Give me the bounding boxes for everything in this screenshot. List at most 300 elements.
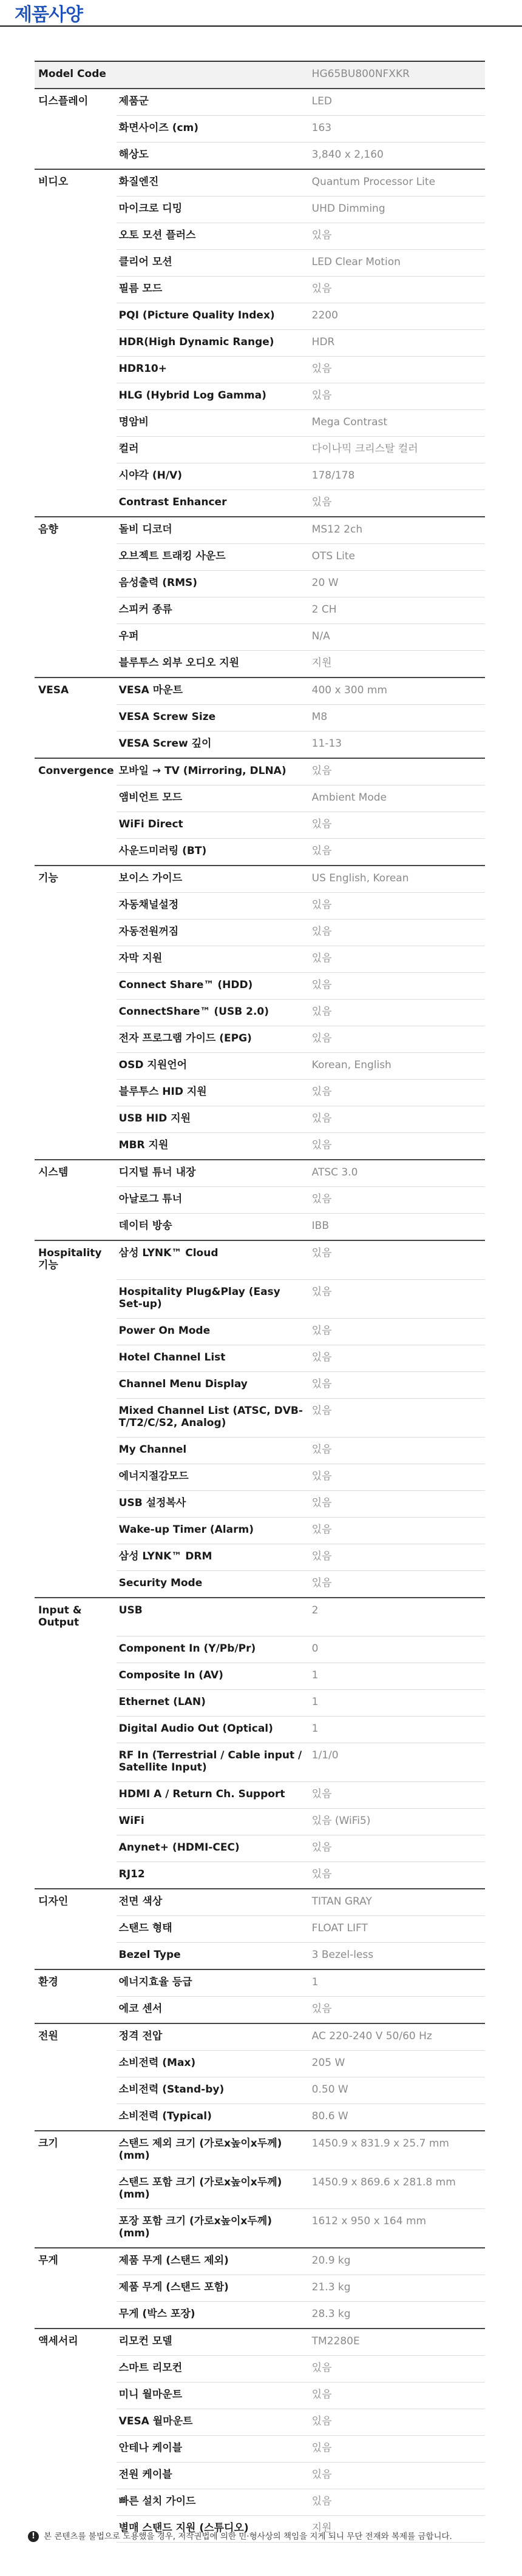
spec-row <box>35 2329 485 2356</box>
spec-value: US English, Korean <box>310 866 485 893</box>
spec-label: 명암비 <box>117 410 310 437</box>
spec-row <box>35 678 485 705</box>
spec-value: 있음 <box>310 1240 485 1279</box>
spec-value: 있음 <box>310 1464 485 1490</box>
spec-category <box>35 1026 117 1053</box>
spec-row <box>35 1106 485 1133</box>
spec-value: 1/1/0 <box>310 1743 485 1782</box>
spec-value: 3 Bezel-less <box>310 1943 485 1970</box>
spec-row <box>35 517 485 544</box>
spec-category <box>35 357 117 383</box>
spec-category <box>35 116 117 143</box>
spec-category <box>35 839 117 866</box>
spec-table <box>35 61 485 2543</box>
spec-label: 디지털 튜너 내장 <box>117 1160 310 1187</box>
spec-row <box>35 1598 485 1636</box>
spec-value: Korean, English <box>310 1053 485 1080</box>
spec-row <box>35 223 485 250</box>
spec-label: Hospitality Plug&Play (Easy Set-up) <box>117 1279 310 1318</box>
spec-category <box>35 1690 117 1717</box>
spec-label: HLG (Hybrid Log Gamma) <box>117 383 310 410</box>
spec-label: RJ12 <box>117 1862 310 1889</box>
spec-category <box>35 1279 117 1318</box>
spec-category: 무게 <box>35 2248 117 2275</box>
spec-label: 오토 모션 플러스 <box>117 223 310 250</box>
spec-category <box>35 1570 117 1598</box>
spec-row <box>35 383 485 410</box>
spec-category <box>35 2383 117 2409</box>
spec-label: 클리어 모션 <box>117 250 310 277</box>
spec-label: 전면 색상 <box>117 1889 310 1916</box>
spec-label: 에코 센서 <box>117 1997 310 2024</box>
spec-row <box>35 2077 485 2104</box>
spec-row <box>35 2248 485 2275</box>
spec-value: 2 CH <box>310 597 485 624</box>
spec-value: 있음 <box>310 946 485 973</box>
spec-value: LED Clear Motion <box>310 250 485 277</box>
spec-row <box>35 2489 485 2516</box>
spec-value: 있음 <box>310 1318 485 1345</box>
spec-row <box>35 1889 485 1916</box>
spec-label: USB HID 지원 <box>117 1106 310 1133</box>
spec-row <box>35 705 485 731</box>
spec-category <box>35 1663 117 1690</box>
spec-row <box>35 1371 485 1398</box>
spec-value: 1450.9 x 831.9 x 25.7 mm <box>310 2131 485 2170</box>
spec-label: 빠른 설치 가이드 <box>117 2489 310 2516</box>
spec-category <box>35 1717 117 1743</box>
spec-value: 있음 <box>310 1835 485 1862</box>
spec-row <box>35 357 485 383</box>
spec-row <box>35 1080 485 1106</box>
spec-category: 디자인 <box>35 1889 117 1916</box>
spec-row <box>35 812 485 839</box>
spec-category <box>35 1214 117 1241</box>
spec-category <box>35 1782 117 1809</box>
spec-row <box>35 1490 485 1517</box>
spec-category <box>35 1398 117 1437</box>
spec-row <box>35 1160 485 1187</box>
spec-label: Power On Mode <box>117 1318 310 1345</box>
spec-category <box>35 250 117 277</box>
spec-category <box>35 2077 117 2104</box>
spec-label: Bezel Type <box>117 1943 310 1970</box>
spec-row <box>35 1345 485 1371</box>
spec-label: VESA 월마운트 <box>117 2409 310 2436</box>
spec-value: 있음 <box>310 920 485 946</box>
spec-category: 환경 <box>35 1969 117 1997</box>
spec-category <box>35 705 117 731</box>
spec-value: 있음 <box>310 1517 485 1544</box>
spec-label: 스피커 종류 <box>117 597 310 624</box>
spec-value: 있음 <box>310 1437 485 1464</box>
spec-label: MBR 지원 <box>117 1133 310 1160</box>
spec-label: 삼성 LYNK™ Cloud <box>117 1240 310 1279</box>
spec-value: IBB <box>310 1214 485 1241</box>
spec-row <box>35 143 485 170</box>
spec-category <box>35 973 117 1000</box>
spec-value: 2200 <box>310 303 485 330</box>
spec-label: 미니 월마운트 <box>117 2383 310 2409</box>
spec-category: Hospitality 기능 <box>35 1240 117 1279</box>
spec-category: VESA <box>35 678 117 705</box>
spec-value: 있음 <box>310 1133 485 1160</box>
spec-label: 화면사이즈 (cm) <box>117 116 310 143</box>
spec-value: Quantum Processor Lite <box>310 169 485 197</box>
spec-category <box>35 2051 117 2077</box>
spec-value: 있음 <box>310 1187 485 1214</box>
spec-category <box>35 946 117 973</box>
spec-row <box>35 758 485 785</box>
spec-label: Channel Menu Display <box>117 1371 310 1398</box>
spec-row <box>35 277 485 303</box>
spec-value: 있음 <box>310 1398 485 1437</box>
spec-value: LED <box>310 89 485 116</box>
spec-value: 있음 <box>310 1570 485 1598</box>
spec-value: 있음 <box>310 1026 485 1053</box>
spec-row <box>35 2209 485 2248</box>
spec-value: UHD Dimming <box>310 197 485 223</box>
spec-value: 있음 <box>310 1106 485 1133</box>
spec-category: 음향 <box>35 517 117 544</box>
spec-category: Convergence <box>35 758 117 785</box>
spec-value: HDR <box>310 330 485 357</box>
spec-category <box>35 624 117 651</box>
spec-label: Security Mode <box>117 1570 310 1598</box>
spec-label: WiFi <box>117 1809 310 1835</box>
spec-category <box>35 490 117 517</box>
spec-row <box>35 785 485 812</box>
spec-label: 안테나 케이블 <box>117 2436 310 2463</box>
spec-row <box>35 2302 485 2329</box>
spec-row <box>35 1835 485 1862</box>
spec-value: 있음 <box>310 2409 485 2436</box>
spec-value: MS12 2ch <box>310 517 485 544</box>
spec-category: 비디오 <box>35 169 117 197</box>
spec-value: 80.6 W <box>310 2104 485 2131</box>
spec-category <box>35 1835 117 1862</box>
spec-category <box>35 544 117 571</box>
spec-label: 리모컨 모델 <box>117 2329 310 2356</box>
spec-category <box>35 463 117 490</box>
spec-category <box>35 1345 117 1371</box>
spec-value: 있음 <box>310 1782 485 1809</box>
spec-category <box>35 2209 117 2248</box>
spec-category <box>35 1437 117 1464</box>
spec-label: 돌비 디코더 <box>117 517 310 544</box>
spec-label: 사운드미러링 (BT) <box>117 839 310 866</box>
spec-label: 전자 프로그램 가이드 (EPG) <box>117 1026 310 1053</box>
spec-value: OTS Lite <box>310 544 485 571</box>
spec-row <box>35 1997 485 2024</box>
spec-label: Composite In (AV) <box>117 1663 310 1690</box>
spec-label: Hotel Channel List <box>117 1345 310 1371</box>
spec-category <box>35 1490 117 1517</box>
spec-row <box>35 1943 485 1970</box>
spec-value: 있음 <box>310 383 485 410</box>
spec-value: 있음 <box>310 2436 485 2463</box>
spec-label: 제품 무게 (스탠드 포함) <box>117 2275 310 2302</box>
spec-category: 액세서리 <box>35 2329 117 2356</box>
spec-label: 블루투스 HID 지원 <box>117 1080 310 1106</box>
spec-category <box>35 893 117 920</box>
model-code-row <box>35 61 485 89</box>
spec-label: VESA 마운트 <box>117 678 310 705</box>
spec-value: 있음 <box>310 490 485 517</box>
spec-label: 스마트 리모컨 <box>117 2356 310 2383</box>
spec-category: 크기 <box>35 2131 117 2170</box>
spec-row <box>35 1969 485 1997</box>
spec-label: 에너지절감모드 <box>117 1464 310 1490</box>
spec-value: 있음 <box>310 2489 485 2516</box>
spec-category <box>35 1916 117 1943</box>
spec-label: VESA Screw Size <box>117 705 310 731</box>
spec-label: 포장 포함 크기 (가로x높이x두께) (mm) <box>117 2209 310 2248</box>
spec-row <box>35 2436 485 2463</box>
spec-label: 컬러 <box>117 437 310 463</box>
spec-category <box>35 597 117 624</box>
spec-label: 데이터 방송 <box>117 1214 310 1241</box>
spec-value: Mega Contrast <box>310 410 485 437</box>
spec-category <box>35 2104 117 2131</box>
spec-category <box>35 785 117 812</box>
spec-value: 1 <box>310 1969 485 1997</box>
spec-row <box>35 2051 485 2077</box>
spec-row <box>35 410 485 437</box>
spec-category <box>35 437 117 463</box>
spec-label: 소비전력 (Stand-by) <box>117 2077 310 2104</box>
spec-value: 178/178 <box>310 463 485 490</box>
spec-label: Component In (Y/Pb/Pr) <box>117 1636 310 1663</box>
spec-row <box>35 169 485 197</box>
spec-value: Ambient Mode <box>310 785 485 812</box>
spec-category <box>35 223 117 250</box>
spec-value: 2 <box>310 1598 485 1636</box>
spec-row <box>35 250 485 277</box>
spec-label: My Channel <box>117 1437 310 1464</box>
spec-category <box>35 2489 117 2516</box>
spec-category <box>35 303 117 330</box>
spec-row <box>35 597 485 624</box>
spec-label: 소비전력 (Max) <box>117 2051 310 2077</box>
spec-row <box>35 839 485 866</box>
spec-value: 있음 <box>310 893 485 920</box>
spec-row <box>35 1464 485 1490</box>
spec-label: 스탠드 형태 <box>117 1916 310 1943</box>
spec-row <box>35 89 485 116</box>
spec-row <box>35 893 485 920</box>
spec-row <box>35 1636 485 1663</box>
copyright-notice <box>28 2531 501 2542</box>
spec-category <box>35 1318 117 1345</box>
spec-value: 20.9 kg <box>310 2248 485 2275</box>
spec-category: 시스템 <box>35 1160 117 1187</box>
spec-row <box>35 571 485 597</box>
spec-label: Mixed Channel List (ATSC, DVB-T/T2/C/S2, Analog) <box>117 1398 310 1437</box>
spec-category <box>35 1743 117 1782</box>
spec-label: HDR(High Dynamic Range) <box>117 330 310 357</box>
spec-label: 삼성 LYNK™ DRM <box>117 1544 310 1570</box>
spec-row <box>35 651 485 678</box>
spec-label: 제품군 <box>117 89 310 116</box>
spec-row <box>35 1570 485 1598</box>
spec-value: 지원 <box>310 2516 485 2543</box>
spec-category <box>35 330 117 357</box>
spec-label: 모바일 → TV (Mirroring, DLNA) <box>117 758 310 785</box>
spec-category <box>35 2436 117 2463</box>
spec-category <box>35 1464 117 1490</box>
spec-category <box>35 2463 117 2489</box>
spec-category <box>35 1106 117 1133</box>
spec-category <box>35 1133 117 1160</box>
spec-label: Wake-up Timer (Alarm) <box>117 1517 310 1544</box>
spec-value: 있음 <box>310 2383 485 2409</box>
spec-row <box>35 1782 485 1809</box>
exclamation-icon: ! <box>28 2531 39 2542</box>
spec-label: Digital Audio Out (Optical) <box>117 1717 310 1743</box>
spec-label: WiFi Direct <box>117 812 310 839</box>
spec-row <box>35 1398 485 1437</box>
spec-label: 전원 케이블 <box>117 2463 310 2489</box>
spec-value: N/A <box>310 624 485 651</box>
spec-value: 1450.9 x 869.6 x 281.8 mm <box>310 2170 485 2209</box>
spec-label: PQI (Picture Quality Index) <box>117 303 310 330</box>
spec-label: 소비전력 (Typical) <box>117 2104 310 2131</box>
spec-label: 에너지효율 등급 <box>117 1969 310 1997</box>
spec-label: 스탠드 제외 크기 (가로x높이x두께) (mm) <box>117 2131 310 2170</box>
spec-value: 1 <box>310 1690 485 1717</box>
spec-row <box>35 1437 485 1464</box>
spec-value: 163 <box>310 116 485 143</box>
page-header <box>0 0 522 27</box>
spec-value: 28.3 kg <box>310 2302 485 2329</box>
spec-label: HDMI A / Return Ch. Support <box>117 1782 310 1809</box>
spec-value: 있음 <box>310 1862 485 1889</box>
spec-category: 디스플레이 <box>35 89 117 116</box>
spec-label: 별매 스탠드 지원 (스튜디오) <box>117 2516 310 2543</box>
spec-value: FLOAT LIFT <box>310 1916 485 1943</box>
spec-value: 있음 (WiFi5) <box>310 1809 485 1835</box>
spec-row <box>35 920 485 946</box>
spec-category <box>35 197 117 223</box>
spec-label: 필름 모드 <box>117 277 310 303</box>
spec-label: 정격 전압 <box>117 2023 310 2051</box>
spec-label: 음성출력 (RMS) <box>117 571 310 597</box>
spec-category <box>35 1371 117 1398</box>
spec-row <box>35 437 485 463</box>
spec-label: 시야각 (H/V) <box>117 463 310 490</box>
spec-category <box>35 1862 117 1889</box>
spec-label: 자막 지원 <box>117 946 310 973</box>
spec-value: 1 <box>310 1663 485 1690</box>
spec-row <box>35 2275 485 2302</box>
spec-label: 스탠드 포함 크기 (가로x높이x두께) (mm) <box>117 2170 310 2209</box>
spec-value: AC 220-240 V 50/60 Hz <box>310 2023 485 2051</box>
spec-row <box>35 2104 485 2131</box>
spec-row <box>35 973 485 1000</box>
spec-category <box>35 731 117 759</box>
page-title: 제품사양 <box>15 4 83 25</box>
spec-value: 있음 <box>310 357 485 383</box>
spec-category <box>35 1636 117 1663</box>
spec-row <box>35 1517 485 1544</box>
spec-label: 오브젝트 트래킹 사운드 <box>117 544 310 571</box>
spec-row <box>35 731 485 759</box>
spec-label: 무게 (박스 포장) <box>117 2302 310 2329</box>
spec-category <box>35 143 117 170</box>
spec-value: 있음 <box>310 973 485 1000</box>
spec-row <box>35 624 485 651</box>
spec-row <box>35 2023 485 2051</box>
spec-row <box>35 330 485 357</box>
spec-value: 다이나믹 크리스탈 컬러 <box>310 437 485 463</box>
spec-row <box>35 490 485 517</box>
spec-row <box>35 1717 485 1743</box>
spec-category <box>35 2302 117 2329</box>
spec-value: 있음 <box>310 2463 485 2489</box>
spec-category: Input & Output <box>35 1598 117 1636</box>
spec-row <box>35 1862 485 1889</box>
spec-category <box>35 1943 117 1970</box>
spec-label: Contrast Enhancer <box>117 490 310 517</box>
model-code-label: Model Code <box>35 61 310 89</box>
spec-row <box>35 1279 485 1318</box>
spec-row <box>35 1133 485 1160</box>
spec-label: HDR10+ <box>117 357 310 383</box>
spec-value: 있음 <box>310 1345 485 1371</box>
spec-row <box>35 1809 485 1835</box>
spec-category <box>35 1187 117 1214</box>
spec-category <box>35 2275 117 2302</box>
spec-row <box>35 2131 485 2170</box>
spec-label: 마이크로 디밍 <box>117 197 310 223</box>
spec-row <box>35 116 485 143</box>
spec-category <box>35 1809 117 1835</box>
spec-label: 블루투스 외부 오디오 지원 <box>117 651 310 678</box>
spec-label: 화질엔진 <box>117 169 310 197</box>
spec-label: 보이스 가이드 <box>117 866 310 893</box>
spec-label: Anynet+ (HDMI-CEC) <box>117 1835 310 1862</box>
spec-row <box>35 197 485 223</box>
spec-value: 0 <box>310 1636 485 1663</box>
spec-label: 해상도 <box>117 143 310 170</box>
spec-value: 있음 <box>310 812 485 839</box>
spec-category <box>35 1000 117 1026</box>
spec-value: ATSC 3.0 <box>310 1160 485 1187</box>
spec-row <box>35 1026 485 1053</box>
spec-row <box>35 463 485 490</box>
spec-label: Connect Share™ (HDD) <box>117 973 310 1000</box>
spec-category: 기능 <box>35 866 117 893</box>
spec-value: 지원 <box>310 651 485 678</box>
spec-label: RF In (Terrestrial / Cable input / Satellite Input) <box>117 1743 310 1782</box>
spec-label: ConnectShare™ (USB 2.0) <box>117 1000 310 1026</box>
spec-label: 우퍼 <box>117 624 310 651</box>
spec-row <box>35 866 485 893</box>
spec-category <box>35 651 117 678</box>
spec-row <box>35 1916 485 1943</box>
spec-category <box>35 2170 117 2209</box>
spec-value: 있음 <box>310 1544 485 1570</box>
spec-row <box>35 2463 485 2489</box>
model-code-value: HG65BU800NFXKR <box>310 61 485 89</box>
spec-label: OSD 지원언어 <box>117 1053 310 1080</box>
spec-category <box>35 1053 117 1080</box>
spec-category <box>35 277 117 303</box>
spec-category <box>35 812 117 839</box>
spec-value: 있음 <box>310 1080 485 1106</box>
spec-value: 있음 <box>310 839 485 866</box>
